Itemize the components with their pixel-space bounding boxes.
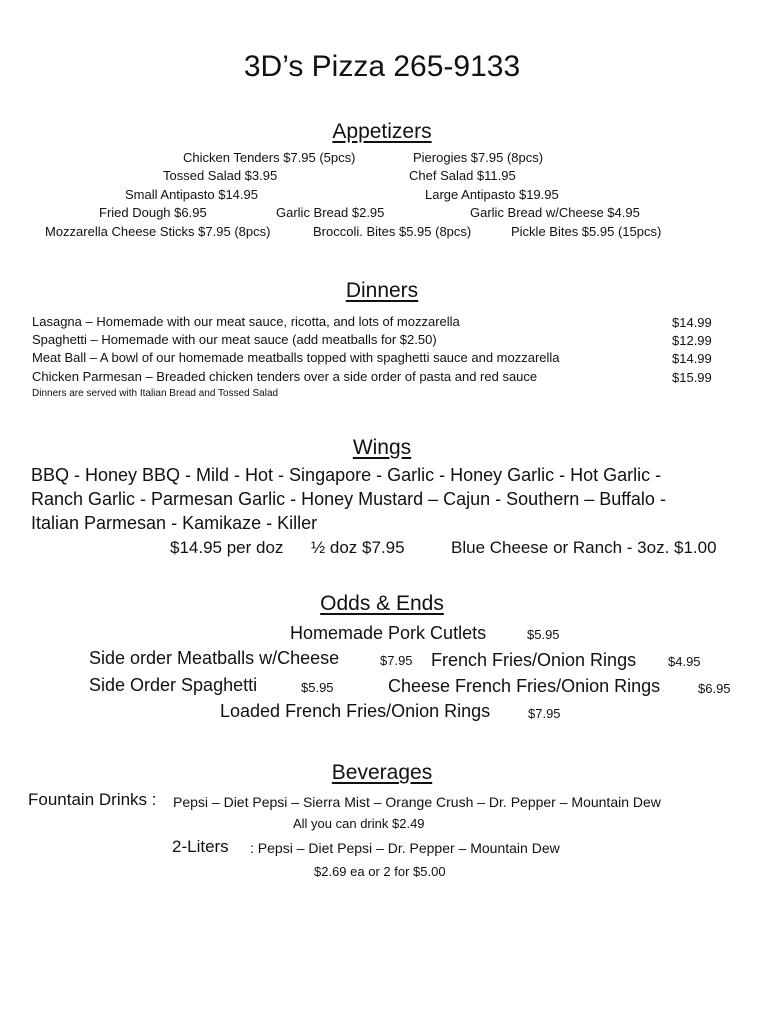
- dinner-price-spaghetti: $12.99: [672, 333, 712, 348]
- odds-price-loaded-fries: $7.95: [528, 706, 561, 721]
- dinner-item-chicken-parmesan: Chicken Parmesan – Breaded chicken tenders over a side order of pasta and red sauce: [32, 369, 538, 384]
- odds-price-fries: $4.95: [668, 654, 701, 669]
- fountain-drinks-label: Fountain Drinks :: [28, 790, 157, 809]
- wings-dip-price: Blue Cheese or Ranch - 3oz. $1.00: [451, 538, 717, 557]
- menu-item-mozzarella-sticks: Mozzarella Cheese Sticks $7.95 (8pcs): [45, 224, 271, 239]
- odds-price-meatballs: $7.95: [380, 653, 413, 668]
- odds-item-fries: French Fries/Onion Rings: [431, 650, 637, 670]
- menu-item-chef-salad: Chef Salad $11.95: [409, 168, 516, 183]
- fountain-drinks-list: Pepsi – Diet Pepsi – Sierra Mist – Orange Crush – Dr. Pepper – Mountain Dew: [173, 794, 661, 810]
- appetizers-heading: Appetizers: [332, 120, 432, 143]
- wings-flavors-line-1: BBQ - Honey BBQ - Mild - Hot - Singapore - Garlic - Honey Garlic - Hot Garlic -: [31, 465, 662, 485]
- menu-title: 3D’s Pizza 265-9133: [243, 50, 521, 83]
- two-liters-list: : Pepsi – Diet Pepsi – Dr. Pepper – Mountain Dew: [250, 840, 560, 856]
- odds-item-pork-cutlets: Homemade Pork Cutlets: [290, 623, 487, 643]
- menu-item-pickle-bites: Pickle Bites $5.95 (15pcs): [511, 224, 662, 239]
- menu-item-chicken-tenders: Chicken Tenders $7.95 (5pcs): [183, 150, 356, 165]
- odds-item-cheese-fries: Cheese French Fries/Onion Rings: [388, 676, 661, 696]
- odds-ends-heading: Odds & Ends: [320, 592, 444, 615]
- wings-price-half-dozen: ½ doz $7.95: [311, 538, 405, 557]
- odds-item-spaghetti: Side Order Spaghetti: [89, 675, 258, 695]
- menu-item-garlic-bread-cheese: Garlic Bread w/Cheese $4.95: [470, 205, 640, 220]
- dinner-item-spaghetti: Spaghetti – Homemade with our meat sauce (add meatballs for $2.50): [32, 332, 437, 347]
- menu-item-large-antipasto: Large Antipasto $19.95: [425, 187, 559, 202]
- wings-flavors-line-2: Ranch Garlic - Parmesan Garlic - Honey Mustard – Cajun - Southern – Buffalo -: [31, 489, 666, 509]
- menu-item-small-antipasto: Small Antipasto $14.95: [125, 187, 258, 202]
- dinner-price-chicken-parmesan: $15.99: [672, 370, 712, 385]
- odds-price-pork-cutlets: $5.95: [527, 627, 560, 642]
- dinner-item-lasagna: Lasagna – Homemade with our meat sauce, ricotta, and lots of mozzarella: [32, 314, 460, 329]
- menu-item-garlic-bread: Garlic Bread $2.95: [276, 205, 385, 220]
- two-liters-price: $2.69 ea or 2 for $5.00: [314, 864, 446, 879]
- dinner-item-meat-ball: Meat Ball – A bowl of our homemade meatballs topped with spaghetti sauce and mozzarella: [32, 350, 560, 365]
- fountain-drinks-price: All you can drink $2.49: [293, 816, 425, 831]
- wings-heading: Wings: [352, 436, 412, 459]
- odds-item-loaded-fries: Loaded French Fries/Onion Rings: [220, 701, 491, 721]
- menu-item-broccoli-bites: Broccoli. Bites $5.95 (8pcs): [313, 224, 472, 239]
- dinner-price-meat-ball: $14.99: [672, 351, 712, 366]
- odds-price-spaghetti: $5.95: [301, 680, 334, 695]
- menu-item-pierogies: Pierogies $7.95 (8pcs): [413, 150, 544, 165]
- menu-item-fried-dough: Fried Dough $6.95: [99, 205, 207, 220]
- dinners-note: Dinners are served with Italian Bread and Tossed Salad: [32, 388, 279, 399]
- two-liters-label: 2-Liters: [172, 837, 229, 856]
- odds-price-cheese-fries: $6.95: [698, 681, 731, 696]
- odds-item-meatballs: Side order Meatballs w/Cheese: [89, 648, 340, 668]
- dinner-price-lasagna: $14.99: [672, 315, 712, 330]
- beverages-heading: Beverages: [331, 761, 433, 784]
- wings-flavors-line-3: Italian Parmesan - Kamikaze - Killer: [31, 513, 318, 533]
- wings-price-dozen: $14.95 per doz: [170, 538, 284, 557]
- menu-item-tossed-salad: Tossed Salad $3.95: [163, 168, 278, 183]
- dinners-heading: Dinners: [345, 279, 419, 302]
